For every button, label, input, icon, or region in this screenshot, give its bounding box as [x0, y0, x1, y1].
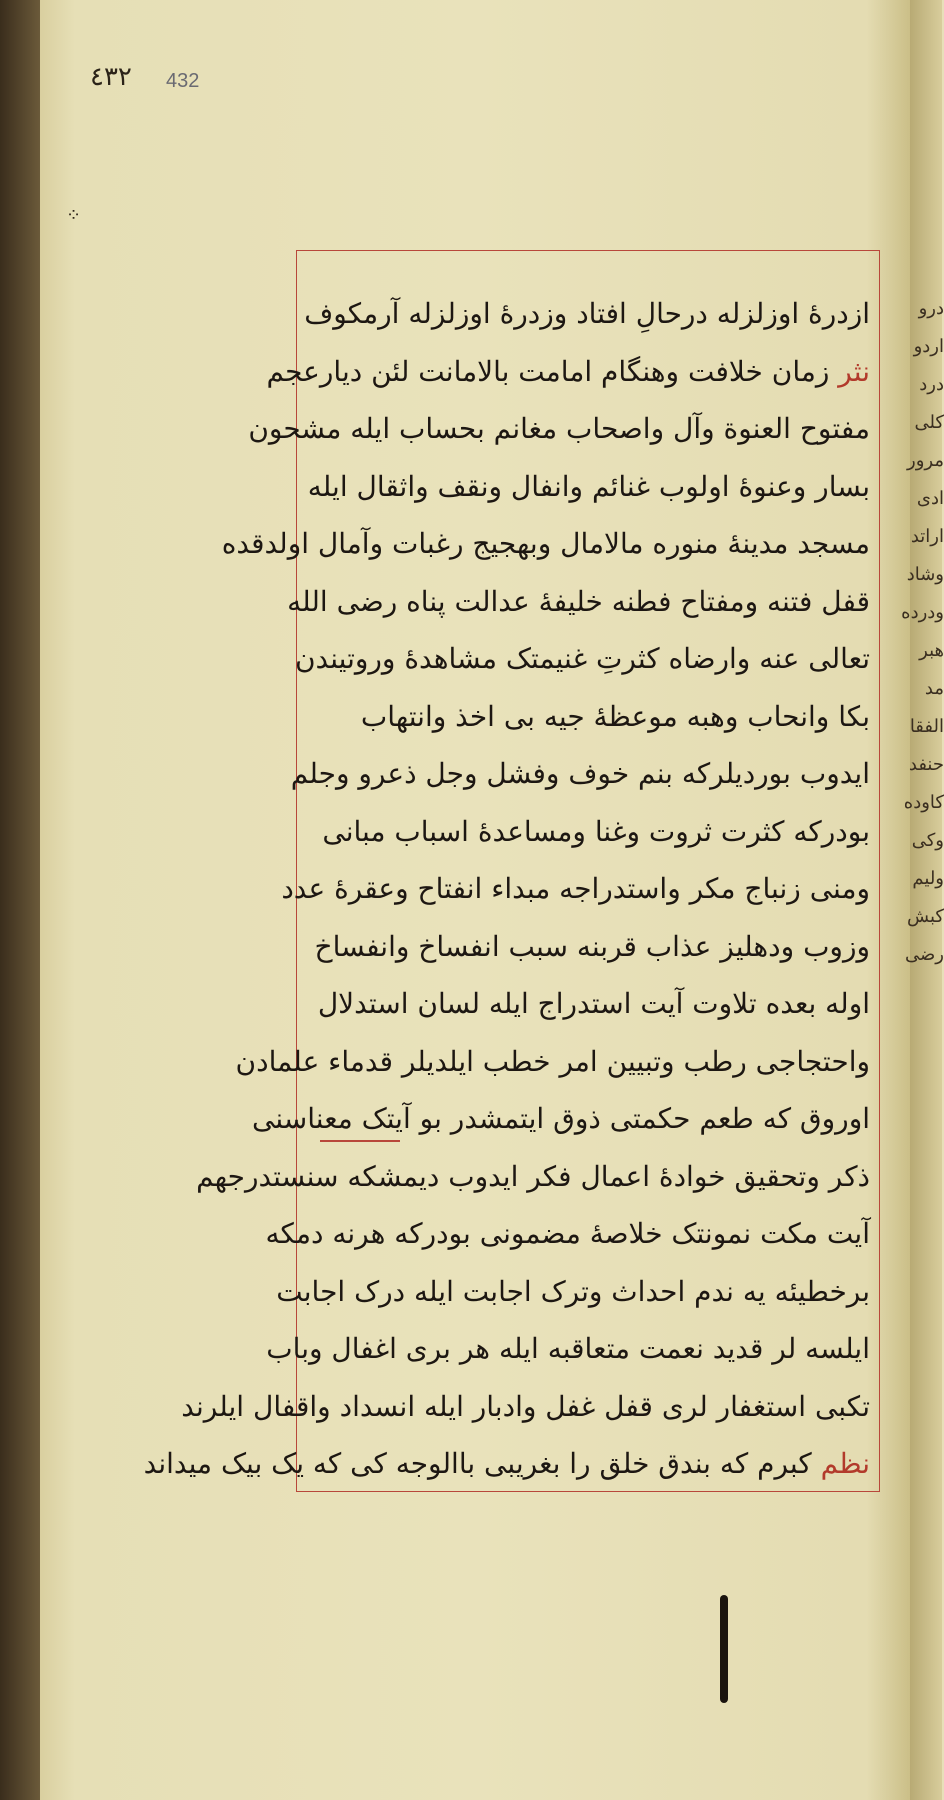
text-line: بکا وانحاب وهبه موعظهٔ جیه بی اخذ وانتهاب: [360, 699, 870, 733]
text-line: ازدرهٔ اوزلزله درحالِ افتاد وزدرهٔ اوزلزله آرمکوف: [304, 297, 870, 330]
binding-gutter: [0, 0, 40, 1800]
text-line: ذکر وتحقیق خوادهٔ اعمال فکر ایدوب دیمشکه سنستدرجهم: [196, 1159, 870, 1193]
facing-page-text: درو اردو درد کلی مرور ادی اراتد وشاد ودرده هبر مد الفقا حنفد کاوده وکی ولیم کبش رضی: [901, 298, 944, 965]
red-overline-mark: [320, 1140, 400, 1142]
text-line: واحتجاجی رطب وتبیین امر خطب ایلدیلر قدماء علمادن: [235, 1044, 870, 1078]
rubric-nazm: نظم: [820, 1447, 870, 1480]
text-line: مفتوح العنوة وآل واصحاب مغانم بحساب ایله مشحون: [248, 412, 870, 445]
text-line-content: کبرم که بندق خلق را بغریبی باالوجه کی که یک بیک میداند: [143, 1447, 812, 1480]
text-line: تعالی عنه وارضاه کثرتِ غنیمتک مشاهدهٔ وروتیندن: [294, 642, 870, 675]
text-line: ایلسه لر قدید نعمت متعاقبه ایله هر بری اغفال وباب: [266, 1332, 870, 1365]
text-line: مسجد مدینهٔ منوره مالامال وبهجیج رغبات وآمال اولدقده: [221, 527, 870, 560]
margin-dots: ⁘: [66, 205, 82, 226]
ink-stroke-mark: [720, 1595, 728, 1703]
text-line: [143, 1435, 870, 1493]
facing-page-edge: [901, 0, 944, 1800]
text-line: بسار وعنوهٔ اولوب غنائم وانفال ونقف واثقال ایله: [307, 469, 870, 503]
text-line: تکبی استغفار لری قفل غفل وادبار ایله انسداد واقفال ایلرند: [181, 1389, 870, 1423]
text-line: آیت مکت نمونتک خلاصهٔ مضمونی بودرکه هرنه دمکه: [265, 1217, 870, 1250]
text-line: ومنی زنباج مکر واستدراجه مبداء انفتاح وعقرهٔ عدد: [281, 872, 870, 905]
text-line: بودرکه کثرت ثروت وغنا ومساعدهٔ اسباب مبانی: [322, 814, 870, 848]
rubric-nasr: نثر: [838, 354, 870, 388]
text-line-content: زمان خلافت وهنگام امامت بالامانت لئن دیارعجم: [266, 354, 830, 388]
text-line: [266, 343, 870, 401]
text-line: ایدوب بوردیلرکه بنم خوف وفشل وجل ذعرو وجلم: [290, 757, 870, 790]
text-line: قفل فتنه ومفتاح فطنه خلیفهٔ عدالت پناه رضی الله: [287, 584, 870, 618]
main-text-block: [143, 285, 870, 1493]
folio-number-latin: 432: [166, 70, 200, 92]
text-line: برخطیئه یه ندم احداث وترک اجابت ایله درک اجابت: [276, 1274, 870, 1308]
text-line: وزوب ودهلیز عذاب قربنه سبب انفساخ وانفساخ: [314, 929, 870, 963]
folio-number-arabic: ٤٣٢: [90, 62, 132, 92]
text-line: اوله بعده تلاوت آیت استدراج ایله لسان استدلال: [317, 987, 870, 1020]
text-line: اوروق که طعم حکمتی ذوق ایتمشدر بو آیتک معناسنی: [252, 1102, 870, 1135]
